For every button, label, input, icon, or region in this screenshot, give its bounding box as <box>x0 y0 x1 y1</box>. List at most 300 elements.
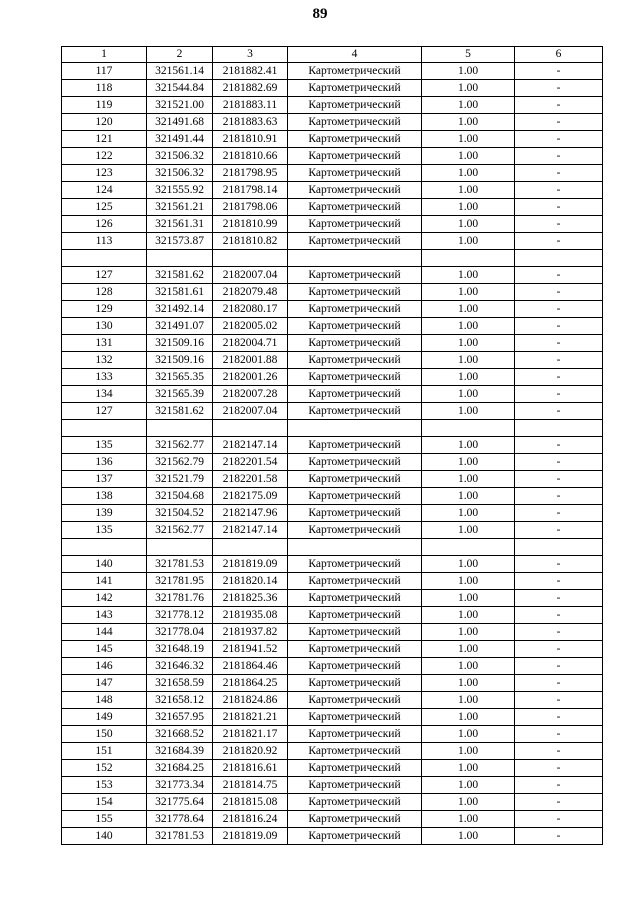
x-coordinate-cell: 321492.14 <box>147 301 213 318</box>
empty-cell <box>422 250 515 267</box>
y-coordinate-cell: 2181864.46 <box>213 658 288 675</box>
table-row <box>62 369 603 386</box>
x-coordinate-cell: 321581.62 <box>147 403 213 420</box>
y-coordinate-cell: 2181810.91 <box>213 131 288 148</box>
empty-cell <box>213 250 288 267</box>
note-cell: - <box>515 743 603 760</box>
note-cell: - <box>515 369 603 386</box>
point-number-cell: 148 <box>62 692 147 709</box>
y-coordinate-cell: 2182079.48 <box>213 284 288 301</box>
accuracy-cell: 1.00 <box>422 182 515 199</box>
x-coordinate-cell: 321491.68 <box>147 114 213 131</box>
empty-cell <box>288 250 422 267</box>
table-row <box>62 590 603 607</box>
note-cell: - <box>515 709 603 726</box>
table-row <box>62 97 603 114</box>
note-cell: - <box>515 318 603 335</box>
method-cell: Картометрический <box>288 760 422 777</box>
x-coordinate-cell: 321581.61 <box>147 284 213 301</box>
accuracy-cell: 1.00 <box>422 573 515 590</box>
x-coordinate-cell: 321506.32 <box>147 148 213 165</box>
x-coordinate-cell: 321657.95 <box>147 709 213 726</box>
accuracy-cell: 1.00 <box>422 726 515 743</box>
empty-cell <box>147 539 213 556</box>
point-number-cell: 133 <box>62 369 147 386</box>
method-cell: Картометрический <box>288 709 422 726</box>
accuracy-cell: 1.00 <box>422 641 515 658</box>
table-row <box>62 522 603 539</box>
x-coordinate-cell: 321658.59 <box>147 675 213 692</box>
x-coordinate-cell: 321778.04 <box>147 624 213 641</box>
point-number-cell: 145 <box>62 641 147 658</box>
note-cell: - <box>515 828 603 845</box>
y-coordinate-cell: 2181820.92 <box>213 743 288 760</box>
note-cell: - <box>515 607 603 624</box>
method-cell: Картометрический <box>288 63 422 80</box>
empty-cell <box>62 539 147 556</box>
y-coordinate-cell: 2181798.95 <box>213 165 288 182</box>
point-number-cell: 135 <box>62 437 147 454</box>
point-number-cell: 135 <box>62 522 147 539</box>
empty-cell <box>288 539 422 556</box>
y-coordinate-cell: 2181798.14 <box>213 182 288 199</box>
y-coordinate-cell: 2181821.21 <box>213 709 288 726</box>
table-row <box>62 148 603 165</box>
accuracy-cell: 1.00 <box>422 403 515 420</box>
method-cell: Картометрический <box>288 301 422 318</box>
table-row <box>62 743 603 760</box>
y-coordinate-cell: 2182201.58 <box>213 471 288 488</box>
accuracy-cell: 1.00 <box>422 607 515 624</box>
point-number-cell: 144 <box>62 624 147 641</box>
point-number-cell: 134 <box>62 386 147 403</box>
y-coordinate-cell: 2181798.06 <box>213 199 288 216</box>
x-coordinate-cell: 321781.95 <box>147 573 213 590</box>
method-cell: Картометрический <box>288 182 422 199</box>
y-coordinate-cell: 2181815.08 <box>213 794 288 811</box>
note-cell: - <box>515 437 603 454</box>
accuracy-cell: 1.00 <box>422 505 515 522</box>
note-cell: - <box>515 675 603 692</box>
note-cell: - <box>515 182 603 199</box>
point-number-cell: 129 <box>62 301 147 318</box>
point-number-cell: 121 <box>62 131 147 148</box>
table-row <box>62 335 603 352</box>
point-number-cell: 150 <box>62 726 147 743</box>
table-row <box>62 284 603 301</box>
accuracy-cell: 1.00 <box>422 760 515 777</box>
x-coordinate-cell: 321684.39 <box>147 743 213 760</box>
method-cell: Картометрический <box>288 726 422 743</box>
accuracy-cell: 1.00 <box>422 216 515 233</box>
x-coordinate-cell: 321773.34 <box>147 777 213 794</box>
point-number-cell: 142 <box>62 590 147 607</box>
note-cell: - <box>515 386 603 403</box>
note-cell: - <box>515 692 603 709</box>
method-cell: Картометрический <box>288 454 422 471</box>
accuracy-cell: 1.00 <box>422 97 515 114</box>
method-cell: Картометрический <box>288 352 422 369</box>
accuracy-cell: 1.00 <box>422 692 515 709</box>
note-cell: - <box>515 505 603 522</box>
note-cell: - <box>515 233 603 250</box>
accuracy-cell: 1.00 <box>422 165 515 182</box>
column-header: 1 <box>62 47 147 63</box>
table-row <box>62 63 603 80</box>
point-number-cell: 139 <box>62 505 147 522</box>
note-cell: - <box>515 624 603 641</box>
note-cell: - <box>515 114 603 131</box>
y-coordinate-cell: 2181864.25 <box>213 675 288 692</box>
y-coordinate-cell: 2181825.36 <box>213 590 288 607</box>
table-row <box>62 454 603 471</box>
method-cell: Картометрический <box>288 216 422 233</box>
method-cell: Картометрический <box>288 97 422 114</box>
y-coordinate-cell: 2181810.99 <box>213 216 288 233</box>
y-coordinate-cell: 2181883.11 <box>213 97 288 114</box>
accuracy-cell: 1.00 <box>422 284 515 301</box>
empty-cell <box>422 420 515 437</box>
x-coordinate-cell: 321509.16 <box>147 335 213 352</box>
table-row <box>62 352 603 369</box>
accuracy-cell: 1.00 <box>422 301 515 318</box>
table-row <box>62 267 603 284</box>
accuracy-cell: 1.00 <box>422 369 515 386</box>
method-cell: Картометрический <box>288 148 422 165</box>
accuracy-cell: 1.00 <box>422 437 515 454</box>
table-row <box>62 386 603 403</box>
accuracy-cell: 1.00 <box>422 658 515 675</box>
x-coordinate-cell: 321648.19 <box>147 641 213 658</box>
x-coordinate-cell: 321646.32 <box>147 658 213 675</box>
empty-cell <box>213 420 288 437</box>
accuracy-cell: 1.00 <box>422 675 515 692</box>
point-number-cell: 123 <box>62 165 147 182</box>
y-coordinate-cell: 2182005.02 <box>213 318 288 335</box>
y-coordinate-cell: 2181816.24 <box>213 811 288 828</box>
method-cell: Картометрический <box>288 114 422 131</box>
table-row <box>62 709 603 726</box>
method-cell: Картометрический <box>288 794 422 811</box>
point-number-cell: 128 <box>62 284 147 301</box>
note-cell: - <box>515 199 603 216</box>
note-cell: - <box>515 335 603 352</box>
table-row <box>62 573 603 590</box>
accuracy-cell: 1.00 <box>422 80 515 97</box>
column-header: 6 <box>515 47 603 63</box>
x-coordinate-cell: 321565.35 <box>147 369 213 386</box>
note-cell: - <box>515 760 603 777</box>
method-cell: Картометрический <box>288 743 422 760</box>
x-coordinate-cell: 321775.64 <box>147 794 213 811</box>
accuracy-cell: 1.00 <box>422 590 515 607</box>
accuracy-cell: 1.00 <box>422 828 515 845</box>
method-cell: Картометрический <box>288 777 422 794</box>
method-cell: Картометрический <box>288 505 422 522</box>
accuracy-cell: 1.00 <box>422 454 515 471</box>
x-coordinate-cell: 321509.16 <box>147 352 213 369</box>
table-row <box>62 760 603 777</box>
note-cell: - <box>515 641 603 658</box>
note-cell: - <box>515 97 603 114</box>
y-coordinate-cell: 2182001.88 <box>213 352 288 369</box>
x-coordinate-cell: 321581.62 <box>147 267 213 284</box>
x-coordinate-cell: 321781.53 <box>147 556 213 573</box>
point-number-cell: 147 <box>62 675 147 692</box>
method-cell: Картометрический <box>288 386 422 403</box>
accuracy-cell: 1.00 <box>422 233 515 250</box>
method-cell: Картометрический <box>288 675 422 692</box>
accuracy-cell: 1.00 <box>422 148 515 165</box>
table-row <box>62 726 603 743</box>
method-cell: Картометрический <box>288 318 422 335</box>
x-coordinate-cell: 321491.44 <box>147 131 213 148</box>
accuracy-cell: 1.00 <box>422 794 515 811</box>
y-coordinate-cell: 2181814.75 <box>213 777 288 794</box>
y-coordinate-cell: 2182175.09 <box>213 488 288 505</box>
y-coordinate-cell: 2181820.14 <box>213 573 288 590</box>
column-header: 3 <box>213 47 288 63</box>
y-coordinate-cell: 2181824.86 <box>213 692 288 709</box>
point-number-cell: 152 <box>62 760 147 777</box>
y-coordinate-cell: 2181935.08 <box>213 607 288 624</box>
x-coordinate-cell: 321562.77 <box>147 437 213 454</box>
point-number-cell: 149 <box>62 709 147 726</box>
accuracy-cell: 1.00 <box>422 63 515 80</box>
empty-cell <box>62 250 147 267</box>
method-cell: Картометрический <box>288 403 422 420</box>
method-cell: Картометрический <box>288 607 422 624</box>
table-row <box>62 114 603 131</box>
method-cell: Картометрический <box>288 335 422 352</box>
table-row <box>62 437 603 454</box>
y-coordinate-cell: 2182201.54 <box>213 454 288 471</box>
note-cell: - <box>515 63 603 80</box>
method-cell: Картометрический <box>288 131 422 148</box>
x-coordinate-cell: 321504.68 <box>147 488 213 505</box>
table-row <box>62 233 603 250</box>
y-coordinate-cell: 2181882.41 <box>213 63 288 80</box>
accuracy-cell: 1.00 <box>422 488 515 505</box>
x-coordinate-cell: 321544.84 <box>147 80 213 97</box>
accuracy-cell: 1.00 <box>422 556 515 573</box>
note-cell: - <box>515 471 603 488</box>
y-coordinate-cell: 2181882.69 <box>213 80 288 97</box>
method-cell: Картометрический <box>288 573 422 590</box>
table-row <box>62 80 603 97</box>
x-coordinate-cell: 321573.87 <box>147 233 213 250</box>
table-row <box>62 318 603 335</box>
table-row <box>62 505 603 522</box>
x-coordinate-cell: 321781.53 <box>147 828 213 845</box>
note-cell: - <box>515 658 603 675</box>
column-header: 5 <box>422 47 515 63</box>
point-number-cell: 127 <box>62 267 147 284</box>
y-coordinate-cell: 2182007.04 <box>213 267 288 284</box>
accuracy-cell: 1.00 <box>422 743 515 760</box>
point-number-cell: 155 <box>62 811 147 828</box>
note-cell: - <box>515 403 603 420</box>
column-header: 2 <box>147 47 213 63</box>
accuracy-cell: 1.00 <box>422 352 515 369</box>
note-cell: - <box>515 301 603 318</box>
y-coordinate-cell: 2181937.82 <box>213 624 288 641</box>
point-number-cell: 140 <box>62 556 147 573</box>
accuracy-cell: 1.00 <box>422 335 515 352</box>
method-cell: Картометрический <box>288 590 422 607</box>
table-row <box>62 165 603 182</box>
x-coordinate-cell: 321781.76 <box>147 590 213 607</box>
x-coordinate-cell: 321565.39 <box>147 386 213 403</box>
point-number-cell: 153 <box>62 777 147 794</box>
contour-separator-row <box>62 250 603 267</box>
y-coordinate-cell: 2181821.17 <box>213 726 288 743</box>
point-number-cell: 132 <box>62 352 147 369</box>
x-coordinate-cell: 321658.12 <box>147 692 213 709</box>
note-cell: - <box>515 811 603 828</box>
accuracy-cell: 1.00 <box>422 114 515 131</box>
accuracy-cell: 1.00 <box>422 471 515 488</box>
method-cell: Картометрический <box>288 522 422 539</box>
empty-cell <box>422 539 515 556</box>
point-number-cell: 137 <box>62 471 147 488</box>
note-cell: - <box>515 556 603 573</box>
point-number-cell: 131 <box>62 335 147 352</box>
accuracy-cell: 1.00 <box>422 318 515 335</box>
y-coordinate-cell: 2181819.09 <box>213 556 288 573</box>
x-coordinate-cell: 321504.52 <box>147 505 213 522</box>
point-number-cell: 117 <box>62 63 147 80</box>
empty-cell <box>515 539 603 556</box>
note-cell: - <box>515 454 603 471</box>
method-cell: Картометрический <box>288 199 422 216</box>
table-row <box>62 556 603 573</box>
x-coordinate-cell: 321562.79 <box>147 454 213 471</box>
x-coordinate-cell: 321561.14 <box>147 63 213 80</box>
table-row <box>62 777 603 794</box>
note-cell: - <box>515 284 603 301</box>
y-coordinate-cell: 2181816.61 <box>213 760 288 777</box>
y-coordinate-cell: 2182007.04 <box>213 403 288 420</box>
method-cell: Картометрический <box>288 556 422 573</box>
note-cell: - <box>515 131 603 148</box>
y-coordinate-cell: 2182007.28 <box>213 386 288 403</box>
method-cell: Картометрический <box>288 437 422 454</box>
method-cell: Картометрический <box>288 267 422 284</box>
point-number-cell: 154 <box>62 794 147 811</box>
accuracy-cell: 1.00 <box>422 386 515 403</box>
table-row <box>62 199 603 216</box>
point-number-cell: 127 <box>62 403 147 420</box>
table-body <box>62 63 603 845</box>
x-coordinate-cell: 321491.07 <box>147 318 213 335</box>
x-coordinate-cell: 321521.79 <box>147 471 213 488</box>
note-cell: - <box>515 522 603 539</box>
x-coordinate-cell: 321561.31 <box>147 216 213 233</box>
accuracy-cell: 1.00 <box>422 624 515 641</box>
y-coordinate-cell: 2181810.82 <box>213 233 288 250</box>
x-coordinate-cell: 321506.32 <box>147 165 213 182</box>
y-coordinate-cell: 2182080.17 <box>213 301 288 318</box>
x-coordinate-cell: 321778.64 <box>147 811 213 828</box>
method-cell: Картометрический <box>288 641 422 658</box>
note-cell: - <box>515 267 603 284</box>
table-row <box>62 301 603 318</box>
empty-cell <box>515 250 603 267</box>
point-number-cell: 125 <box>62 199 147 216</box>
y-coordinate-cell: 2181819.09 <box>213 828 288 845</box>
note-cell: - <box>515 777 603 794</box>
method-cell: Картометрический <box>288 165 422 182</box>
note-cell: - <box>515 573 603 590</box>
point-number-cell: 143 <box>62 607 147 624</box>
method-cell: Картометрический <box>288 369 422 386</box>
method-cell: Картометрический <box>288 811 422 828</box>
y-coordinate-cell: 2182147.14 <box>213 522 288 539</box>
table-row <box>62 488 603 505</box>
table-header-row <box>62 47 603 63</box>
accuracy-cell: 1.00 <box>422 777 515 794</box>
point-number-cell: 122 <box>62 148 147 165</box>
y-coordinate-cell: 2181810.66 <box>213 148 288 165</box>
point-number-cell: 136 <box>62 454 147 471</box>
point-number-cell: 146 <box>62 658 147 675</box>
empty-cell <box>288 420 422 437</box>
method-cell: Картометрический <box>288 828 422 845</box>
table-row <box>62 131 603 148</box>
point-number-cell: 151 <box>62 743 147 760</box>
accuracy-cell: 1.00 <box>422 199 515 216</box>
contour-separator-row <box>62 420 603 437</box>
accuracy-cell: 1.00 <box>422 131 515 148</box>
x-coordinate-cell: 321778.12 <box>147 607 213 624</box>
note-cell: - <box>515 590 603 607</box>
note-cell: - <box>515 165 603 182</box>
table-row <box>62 828 603 845</box>
accuracy-cell: 1.00 <box>422 522 515 539</box>
empty-cell <box>147 250 213 267</box>
method-cell: Картометрический <box>288 80 422 97</box>
note-cell: - <box>515 794 603 811</box>
coordinates-table <box>61 46 603 845</box>
y-coordinate-cell: 2182147.14 <box>213 437 288 454</box>
table-row <box>62 658 603 675</box>
method-cell: Картометрический <box>288 658 422 675</box>
note-cell: - <box>515 80 603 97</box>
table-row <box>62 641 603 658</box>
method-cell: Картометрический <box>288 692 422 709</box>
accuracy-cell: 1.00 <box>422 811 515 828</box>
x-coordinate-cell: 321668.52 <box>147 726 213 743</box>
empty-cell <box>62 420 147 437</box>
table-row <box>62 182 603 199</box>
point-number-cell: 130 <box>62 318 147 335</box>
y-coordinate-cell: 2181883.63 <box>213 114 288 131</box>
x-coordinate-cell: 321561.21 <box>147 199 213 216</box>
y-coordinate-cell: 2182001.26 <box>213 369 288 386</box>
point-number-cell: 126 <box>62 216 147 233</box>
point-number-cell: 141 <box>62 573 147 590</box>
page-number: 89 <box>312 6 328 22</box>
table-row <box>62 471 603 488</box>
table-row <box>62 216 603 233</box>
table-row <box>62 692 603 709</box>
empty-cell <box>213 539 288 556</box>
accuracy-cell: 1.00 <box>422 709 515 726</box>
point-number-cell: 120 <box>62 114 147 131</box>
method-cell: Картометрический <box>288 233 422 250</box>
point-number-cell: 118 <box>62 80 147 97</box>
